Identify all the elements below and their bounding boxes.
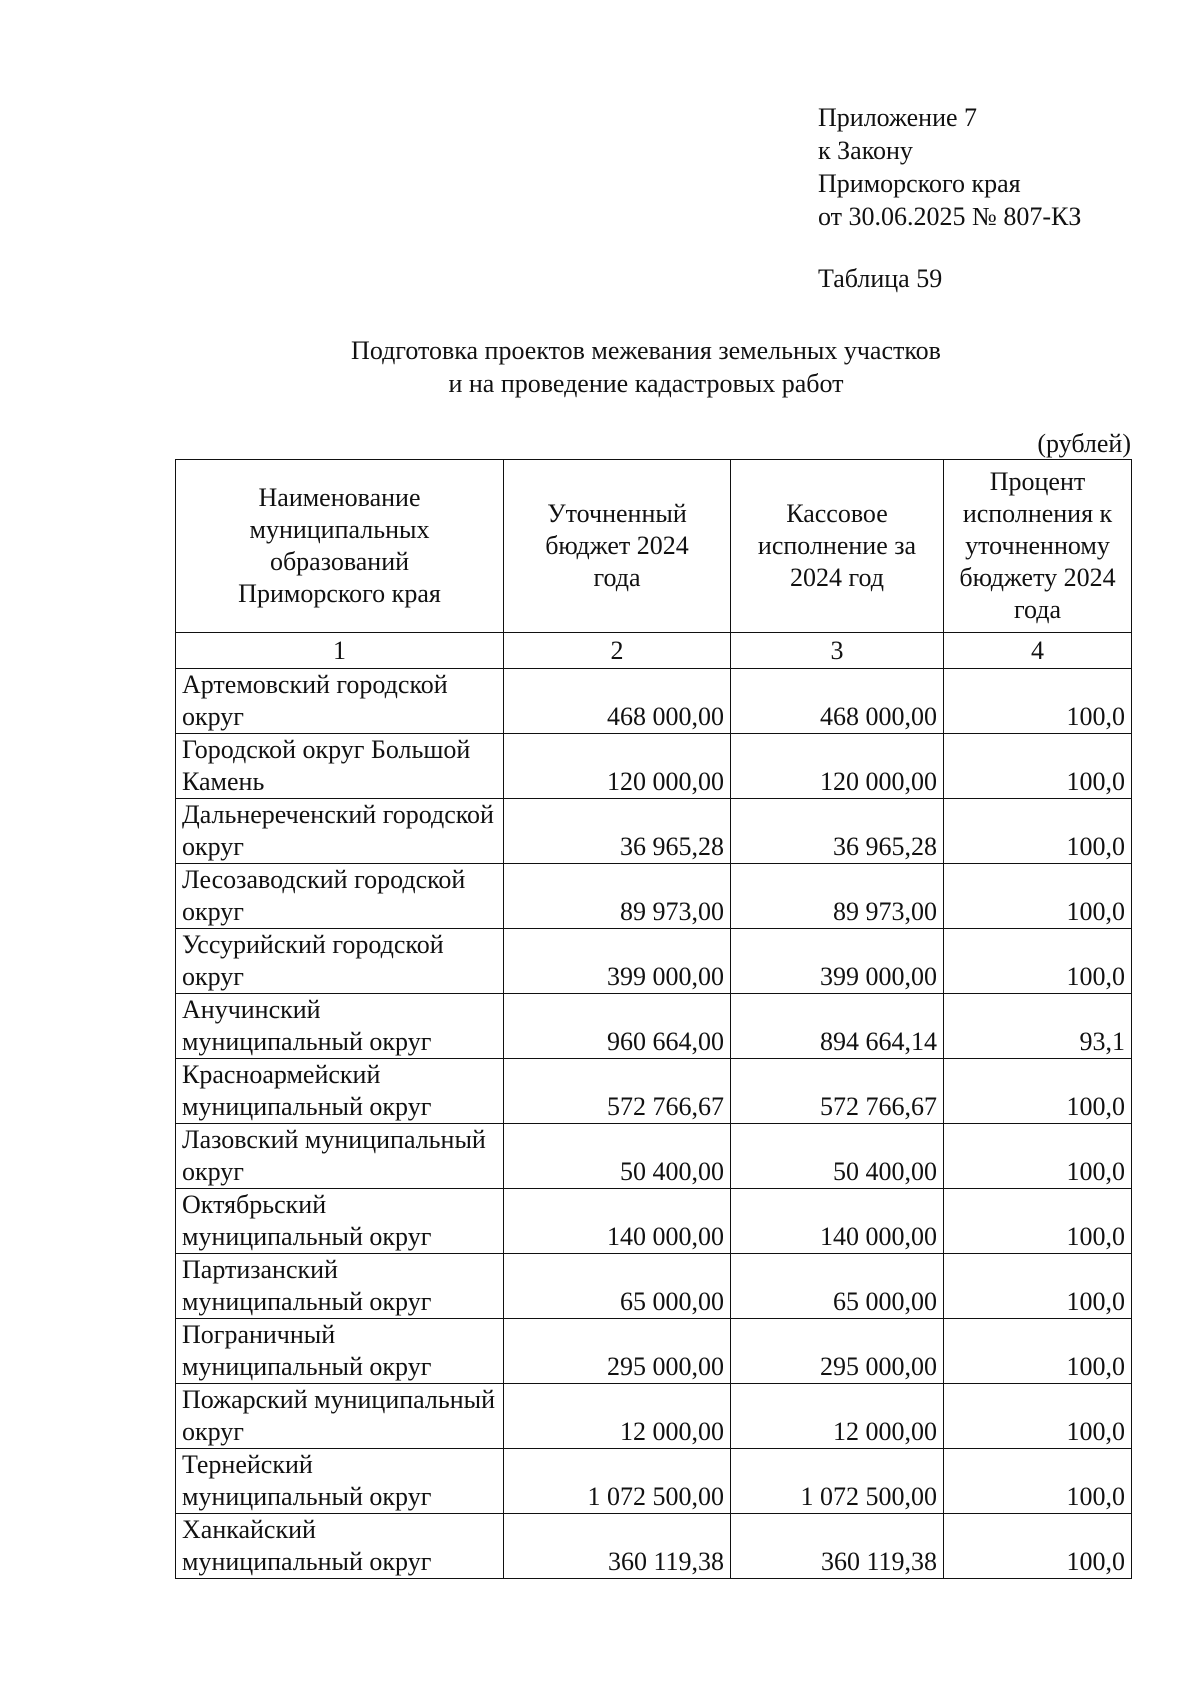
budget-cell: 50 400,00 bbox=[504, 1124, 731, 1189]
table-label: Таблица 59 bbox=[818, 264, 943, 293]
column-header-name: Наименование муниципальных образований Приморского края bbox=[176, 460, 504, 633]
table-row bbox=[176, 799, 1132, 864]
municipality-name-cell: Октябрьский муниципальный округ bbox=[176, 1189, 504, 1254]
execution-cell: 468 000,00 bbox=[731, 669, 944, 734]
table-row bbox=[176, 864, 1132, 929]
document-title bbox=[0, 334, 1200, 400]
municipality-name-cell: Артемовский городской округ bbox=[176, 669, 504, 734]
column-number: 3 bbox=[731, 633, 944, 669]
municipality-name-cell: Партизанский муниципальный округ bbox=[176, 1254, 504, 1319]
table-row bbox=[176, 1059, 1132, 1124]
execution-cell: 295 000,00 bbox=[731, 1319, 944, 1384]
execution-cell: 89 973,00 bbox=[731, 864, 944, 929]
budget-cell: 468 000,00 bbox=[504, 669, 731, 734]
table-row bbox=[176, 1319, 1132, 1384]
table-row bbox=[176, 929, 1132, 994]
execution-cell: 50 400,00 bbox=[731, 1124, 944, 1189]
percent-cell: 100,0 bbox=[944, 1189, 1132, 1254]
percent-cell: 100,0 bbox=[944, 1124, 1132, 1189]
column-header-budget: Уточненный бюджет 2024 года bbox=[504, 460, 731, 633]
appendix-line: к Закону bbox=[818, 136, 913, 165]
percent-cell: 93,1 bbox=[944, 994, 1132, 1059]
municipality-name-cell: Лазовский муниципальный округ bbox=[176, 1124, 504, 1189]
column-header-execution: Кассовое исполнение за 2024 год bbox=[731, 460, 944, 633]
table-row bbox=[176, 1514, 1132, 1579]
table-row bbox=[176, 1384, 1132, 1449]
title-line: и на проведение кадастровых работ bbox=[448, 369, 844, 398]
execution-cell: 894 664,14 bbox=[731, 994, 944, 1059]
execution-cell: 140 000,00 bbox=[731, 1189, 944, 1254]
municipality-name-cell: Пограничный муниципальный округ bbox=[176, 1319, 504, 1384]
table-row bbox=[176, 994, 1132, 1059]
budget-cell: 89 973,00 bbox=[504, 864, 731, 929]
unit-label: (рублей) bbox=[1037, 429, 1131, 458]
percent-cell: 100,0 bbox=[944, 669, 1132, 734]
budget-cell: 295 000,00 bbox=[504, 1319, 731, 1384]
municipality-name-cell: Городской округ Большой Камень bbox=[176, 734, 504, 799]
percent-cell: 100,0 bbox=[944, 1384, 1132, 1449]
percent-cell: 100,0 bbox=[944, 929, 1132, 994]
execution-cell: 360 119,38 bbox=[731, 1514, 944, 1579]
percent-cell: 100,0 bbox=[944, 1514, 1132, 1579]
budget-cell: 399 000,00 bbox=[504, 929, 731, 994]
appendix-line: от 30.06.2025 № 807-КЗ bbox=[818, 202, 1082, 231]
table-row bbox=[176, 734, 1132, 799]
column-header-percent: Процент исполнения к уточненному бюджету 2024 года bbox=[944, 460, 1132, 633]
municipality-name-cell: Пожарский муниципальный округ bbox=[176, 1384, 504, 1449]
municipality-name-cell: Красноармейский муниципальный округ bbox=[176, 1059, 504, 1124]
municipality-name-cell: Тернейский муниципальный округ bbox=[176, 1449, 504, 1514]
budget-cell: 140 000,00 bbox=[504, 1189, 731, 1254]
appendix-line: Приложение 7 bbox=[818, 103, 978, 132]
execution-cell: 12 000,00 bbox=[731, 1384, 944, 1449]
execution-cell: 120 000,00 bbox=[731, 734, 944, 799]
execution-cell: 399 000,00 bbox=[731, 929, 944, 994]
percent-cell: 100,0 bbox=[944, 1254, 1132, 1319]
table-row bbox=[176, 669, 1132, 734]
column-number: 2 bbox=[504, 633, 731, 669]
percent-cell: 100,0 bbox=[944, 864, 1132, 929]
percent-cell: 100,0 bbox=[944, 734, 1132, 799]
budget-cell: 572 766,67 bbox=[504, 1059, 731, 1124]
budget-cell: 120 000,00 bbox=[504, 734, 731, 799]
title-line: Подготовка проектов межевания земельных участков bbox=[351, 336, 941, 365]
budget-cell: 1 072 500,00 bbox=[504, 1449, 731, 1514]
column-number: 4 bbox=[944, 633, 1132, 669]
column-number-row bbox=[176, 633, 1132, 669]
table-row bbox=[176, 1189, 1132, 1254]
budget-cell: 960 664,00 bbox=[504, 994, 731, 1059]
column-number: 1 bbox=[176, 633, 504, 669]
municipality-name-cell: Уссурийский городской округ bbox=[176, 929, 504, 994]
table-row bbox=[176, 1254, 1132, 1319]
municipality-name-cell: Лесозаводский городской округ bbox=[176, 864, 504, 929]
municipality-name-cell: Анучинский муниципальный округ bbox=[176, 994, 504, 1059]
percent-cell: 100,0 bbox=[944, 1449, 1132, 1514]
table-row bbox=[176, 1124, 1132, 1189]
percent-cell: 100,0 bbox=[944, 1059, 1132, 1124]
budget-table bbox=[175, 459, 1132, 1579]
execution-cell: 36 965,28 bbox=[731, 799, 944, 864]
percent-cell: 100,0 bbox=[944, 799, 1132, 864]
execution-cell: 572 766,67 bbox=[731, 1059, 944, 1124]
municipality-name-cell: Ханкайский муниципальный округ bbox=[176, 1514, 504, 1579]
percent-cell: 100,0 bbox=[944, 1319, 1132, 1384]
budget-cell: 360 119,38 bbox=[504, 1514, 731, 1579]
appendix-reference bbox=[818, 101, 1081, 233]
budget-cell: 36 965,28 bbox=[504, 799, 731, 864]
budget-cell: 12 000,00 bbox=[504, 1384, 731, 1449]
municipality-name-cell: Дальнереченский городской округ bbox=[176, 799, 504, 864]
table-header-row bbox=[176, 460, 1132, 633]
execution-cell: 1 072 500,00 bbox=[731, 1449, 944, 1514]
appendix-line: Приморского края bbox=[818, 169, 1021, 198]
budget-cell: 65 000,00 bbox=[504, 1254, 731, 1319]
table-row bbox=[176, 1449, 1132, 1514]
execution-cell: 65 000,00 bbox=[731, 1254, 944, 1319]
